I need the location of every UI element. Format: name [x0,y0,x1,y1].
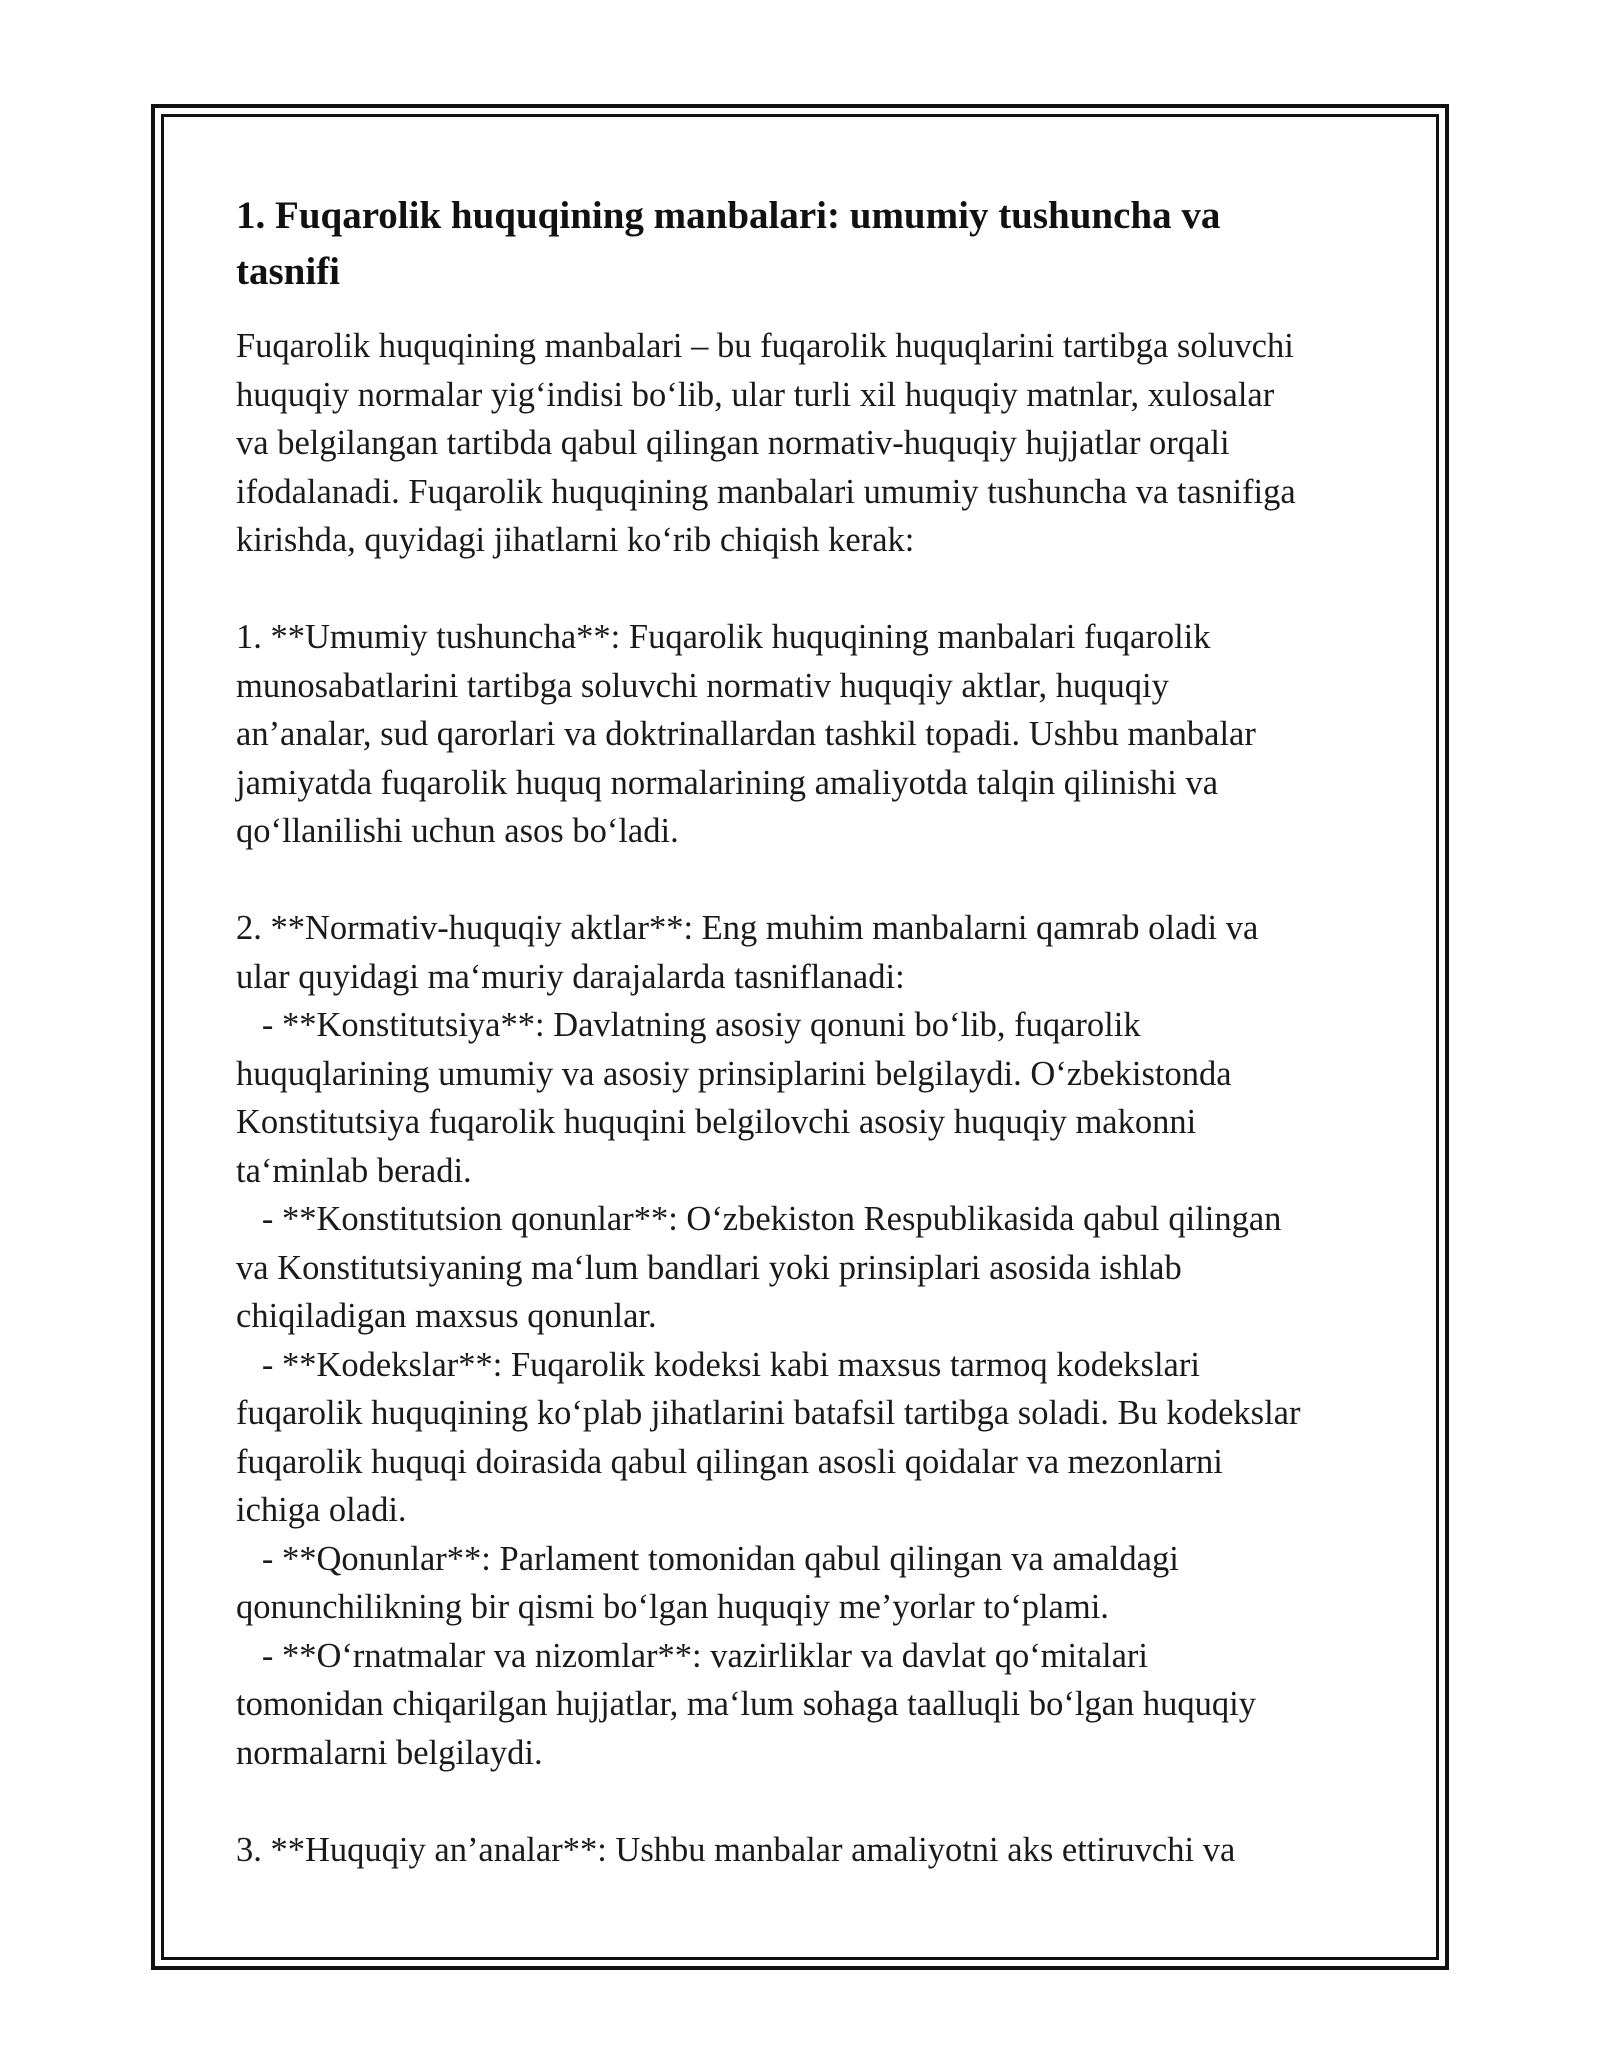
text-line: va belgilangan tartibda qabul qilingan normativ-huquqiy hujjatlar orqali [236,424,1230,462]
text-line: ta‘minlab beradi. [236,1151,472,1190]
text-line: tomonidan chiqarilgan hujjatlar, ma‘lum sohaga taalluqli bo‘lgan huquqiy [236,1685,1256,1723]
text-line: 2. **Normativ-huquqiy aktlar**: Eng muhim manbalarni qamrab oladi va [236,909,1259,947]
text-line: chiqiladigan maxsus qonunlar. [236,1297,657,1335]
text-line: an’analar, sud qarorlari va doktrinallardan tashkil topadi. Ushbu manbalar [236,715,1256,753]
heading-line: tasnifi [236,250,341,293]
list-item-general-concept [236,613,1386,856]
text-line: 1. **Umumiy tushuncha**: Fuqarolik huquqining manbalari fuqarolik [236,618,1211,656]
text-line: Konstitutsiya fuqarolik huquqini belgilovchi asosiy huquqiy makonni [236,1103,1197,1141]
paragraph-gap [236,1777,1386,1826]
text-line: ichiga oladi. [236,1491,407,1529]
list-item-normative-acts [236,904,1386,1777]
paragraph-gap [236,565,1386,614]
intro-paragraph [236,322,1386,565]
text-line: ifodalanadi. Fuqarolik huquqining manbalari umumiy tushuncha va tasnifiga [236,472,1296,511]
text-line: Fuqarolik huquqining manbalari – bu fuqarolik huquqlarini tartibga soluvchi [236,327,1294,365]
text-line: huquqlarining umumiy va asosiy prinsiplarini belgilaydi. O‘zbekistonda [236,1054,1232,1093]
text-line: fuqarolik huquqining ko‘plab jihatlarini batafsil tartibga soladi. Bu kodekslar [236,1394,1301,1432]
sub-item-line: - **Konstitutsiya**: Davlatning asosiy qonuni bo‘lib, fuqarolik [236,1006,1141,1044]
section-heading [236,188,1386,300]
list-item-legal-traditions [236,1826,1386,1875]
text-line: jamiyatda fuqarolik huquq normalarining amaliyotda talqin qilinishi va [236,763,1219,802]
document-body [236,188,1386,1874]
sub-item-line: - **Kodekslar**: Fuqarolik kodeksi kabi maxsus tarmoq kodekslari [236,1345,1200,1384]
text-line: fuqarolik huquqi doirasida qabul qilingan asosli qoidalar va mezonlarni [236,1442,1223,1481]
sub-item-line: - **O‘rnatmalar va nizomlar**: vazirliklar va davlat qo‘mitalari [236,1636,1148,1675]
text-line: kirishda, quyidagi jihatlarni ko‘rib chiqish kerak: [236,521,915,559]
sub-item-line: - **Konstitutsion qonunlar**: O‘zbekiston Respublikasida qabul qilingan [236,1200,1282,1238]
text-line: normalarni belgilaydi. [236,1733,543,1772]
text-line: ular quyidagi ma‘muriy darajalarda tasniflanadi: [236,957,905,996]
text-line: qonunchilikning bir qismi bo‘lgan huquqiy me’yorlar to‘plami. [236,1588,1109,1626]
text-line: huquqiy normalar yig‘indisi bo‘lib, ular turli xil huquqiy matnlar, xulosalar [236,375,1275,414]
text-line: 3. **Huquqiy an’analar**: Ushbu manbalar amaliyotni aks ettiruvchi va [236,1830,1236,1869]
paragraph-gap [236,856,1386,905]
sub-item-line: - **Qonunlar**: Parlament tomonidan qabul qilingan va amaldagi [236,1539,1179,1578]
text-line: munosabatlarini tartibga soluvchi normativ huquqiy aktlar, huquqiy [236,666,1169,705]
text-line: va Konstitutsiyaning ma‘lum bandlari yoki prinsiplari asosida ishlab [236,1248,1182,1287]
heading-line: 1. Fuqarolik huquqining manbalari: umumiy tushuncha va [236,194,1221,237]
text-line: qo‘llanilishi uchun asos bo‘ladi. [236,812,679,850]
